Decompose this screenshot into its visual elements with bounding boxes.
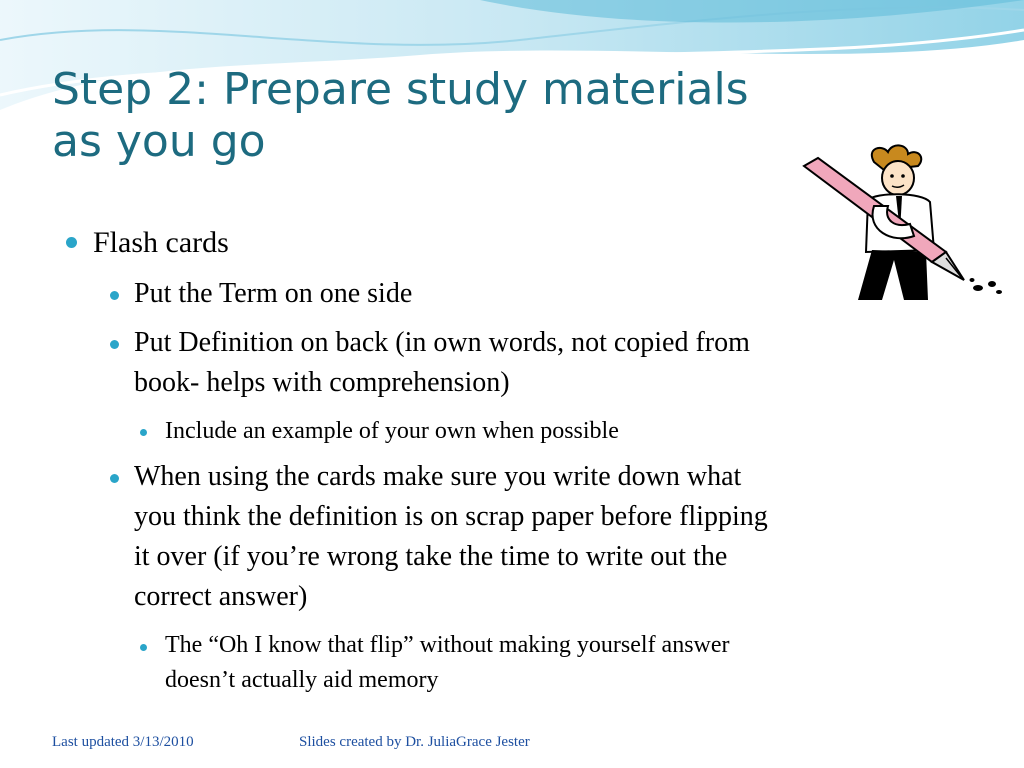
footer-last-updated: Last updated 3/13/2010 bbox=[52, 734, 194, 750]
bullet-dot bbox=[110, 291, 119, 300]
bullet-flash-cards: Flash cards bbox=[93, 226, 229, 259]
bullet-using-cards-line-1: When using the cards make sure you write down what bbox=[134, 461, 742, 492]
bullet-using-cards-line-2: you think the definition is on scrap paper before flipping bbox=[134, 501, 768, 532]
bullet-using-cards-line-3: it over (if you’re wrong take the time to write out the bbox=[134, 541, 728, 572]
bullet-dot bbox=[110, 340, 119, 349]
bullet-definition-line-1: Put Definition on back (in own words, not copied from bbox=[134, 327, 750, 358]
bullet-definition-line-2: book- helps with comprehension) bbox=[134, 367, 510, 398]
footer-credit: Slides created by Dr. JuliaGrace Jester bbox=[299, 734, 530, 750]
bullet-flip-line-1: The “Oh I know that flip” without making yourself answer bbox=[165, 632, 730, 658]
bullet-term-side: Put the Term on one side bbox=[134, 278, 413, 309]
bullet-flip-line-2: doesn’t actually aid memory bbox=[165, 667, 439, 693]
bullet-dot bbox=[110, 474, 119, 483]
writer-with-giant-pen-icon bbox=[796, 140, 1008, 315]
bullet-using-cards-line-4: correct answer) bbox=[134, 581, 308, 612]
bullet-dot bbox=[66, 237, 77, 248]
slide-title-line-2: as you go bbox=[52, 115, 266, 167]
slide-title-line-1: Step 2: Prepare study materials bbox=[52, 64, 749, 115]
bullet-dot bbox=[140, 644, 147, 651]
bullet-include-example: Include an example of your own when possible bbox=[165, 418, 619, 444]
bullet-dot bbox=[140, 429, 147, 436]
